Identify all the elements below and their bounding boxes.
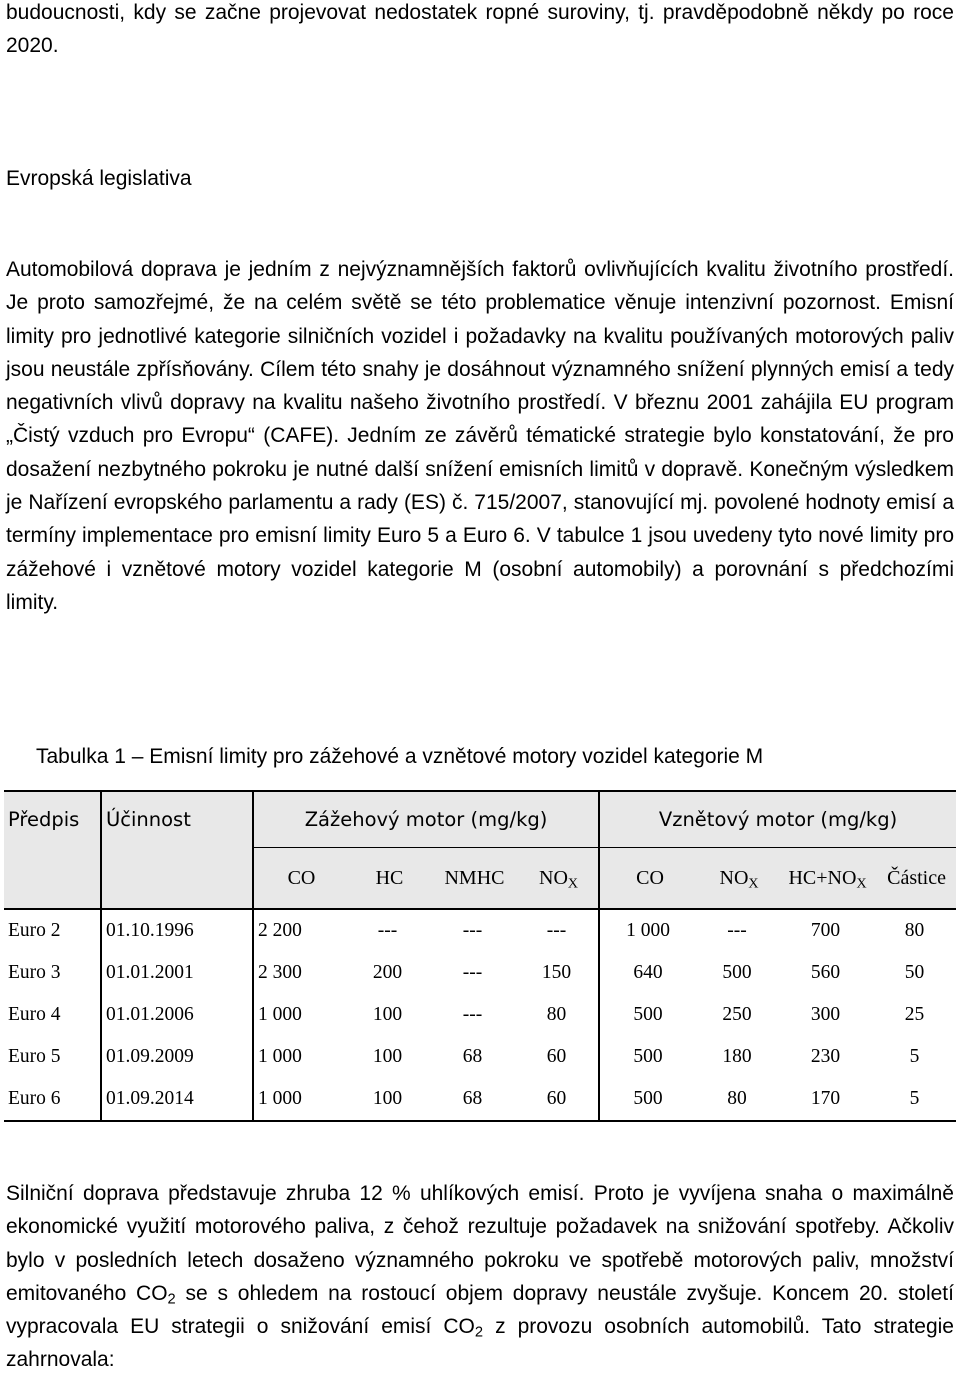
subheader-gasoline-nox: $NO_X$ xyxy=(515,848,599,910)
cell-diesel-nox: 80 xyxy=(696,1078,778,1121)
cell-predpis: Euro 2 xyxy=(4,909,101,952)
header-gasoline-engine: Zážehový motor (mg/kg) xyxy=(253,791,599,848)
cell-gasoline-co: 1 000 xyxy=(253,1078,345,1121)
cell-gasoline-nox: 60 xyxy=(515,1078,599,1121)
cell-gasoline-nmhc: --- xyxy=(462,962,483,983)
cell-ucinnost: 01.01.2001 xyxy=(101,952,253,994)
cell-predpis: Euro 4 xyxy=(8,1004,61,1025)
cell-diesel-particles: 50 xyxy=(904,962,925,983)
cell-gasoline-nox: 150 xyxy=(541,962,572,983)
cell-gasoline-hc: 100 xyxy=(345,1078,430,1121)
cell-diesel-hc-nox: 700 xyxy=(778,909,873,952)
table-row xyxy=(4,909,956,952)
subheader-blank xyxy=(4,848,101,910)
section-heading: Evropská legislativa xyxy=(6,167,192,190)
cell-gasoline-nmhc: 68 xyxy=(462,1046,483,1067)
header-diesel-engine: Vznětový motor (mg/kg) xyxy=(599,791,956,848)
cell-gasoline-nmhc: --- xyxy=(430,909,515,952)
cell-diesel-particles: 5 xyxy=(873,1078,956,1121)
cell-gasoline-nmhc: --- xyxy=(462,1004,483,1025)
cell-diesel-particles: 80 xyxy=(873,909,956,952)
header-ucinnost: Účinnost xyxy=(101,791,253,848)
cell-ucinnost: 01.09.2009 xyxy=(101,1036,253,1078)
cell-diesel-nox: 500 xyxy=(722,962,752,983)
cell-diesel-nox: 250 xyxy=(722,1004,752,1025)
emission-limits-table xyxy=(4,790,956,1122)
cell-gasoline-hc: 200 xyxy=(372,962,403,983)
table-row xyxy=(4,1036,956,1078)
cell-diesel-hc-nox: 560 xyxy=(810,962,841,983)
subheader-gasoline-nmhc: NMHC xyxy=(430,848,515,910)
cell-diesel-co: 500 xyxy=(599,1036,696,1078)
cell-diesel-particles: 5 xyxy=(909,1046,920,1067)
intro-paragraph: budoucnosti, kdy se začne projevovat nedostatek ropné suroviny, tj. pravděpodobně někdy po roce 2020. xyxy=(6,1,954,58)
cell-predpis: Euro 6 xyxy=(4,1078,101,1121)
cell-diesel-co: 500 xyxy=(599,994,696,1036)
cell-diesel-co: 500 xyxy=(599,1078,696,1121)
cell-gasoline-hc: 100 xyxy=(372,1004,403,1025)
table-caption: Tabulka 1 – Emisní limity pro zážehové a vznětové motory vozidel kategorie M xyxy=(36,745,764,768)
subheader-diesel-particles: Částice xyxy=(873,848,956,910)
cell-gasoline-nox: 60 xyxy=(546,1046,567,1067)
cell-diesel-nox: 180 xyxy=(722,1046,752,1067)
cell-diesel-nox: --- xyxy=(696,909,778,952)
cell-gasoline-co: 2 200 xyxy=(253,909,345,952)
subheader-diesel-nox: $NO_X$ xyxy=(696,848,778,910)
cell-gasoline-hc: --- xyxy=(345,909,430,952)
cell-predpis: Euro 3 xyxy=(8,962,61,983)
header-predpis: Předpis xyxy=(4,791,101,848)
cell-diesel-hc-nox: 170 xyxy=(778,1078,873,1121)
table-row xyxy=(4,1078,956,1121)
cell-predpis: Euro 5 xyxy=(8,1046,61,1067)
cell-ucinnost: 01.09.2014 xyxy=(101,1078,253,1121)
subheader-gasoline-co: CO xyxy=(253,848,345,910)
subheader-diesel-co: CO xyxy=(599,848,696,910)
cell-gasoline-co: 1 000 xyxy=(253,1036,345,1078)
cell-ucinnost: 01.01.2006 xyxy=(101,994,253,1036)
cell-diesel-co: 640 xyxy=(599,952,696,994)
table-row xyxy=(4,952,956,994)
cell-gasoline-nox: --- xyxy=(515,909,599,952)
cell-diesel-co: 1 000 xyxy=(599,909,696,952)
cell-diesel-hc-nox: 230 xyxy=(810,1046,841,1067)
table-row xyxy=(4,994,956,1036)
cell-gasoline-co: 1 000 xyxy=(253,994,345,1036)
cell-ucinnost: 01.10.1996 xyxy=(101,909,253,952)
cell-gasoline-nox: 80 xyxy=(546,1004,567,1025)
subheader-blank xyxy=(101,848,253,910)
subheader-diesel-hc-nox: $HC+NO_X$ xyxy=(778,848,873,910)
subheader-gasoline-hc: HC xyxy=(345,848,430,910)
cell-diesel-hc-nox: 300 xyxy=(810,1004,841,1025)
cell-gasoline-nmhc: 68 xyxy=(430,1078,515,1121)
cell-gasoline-hc: 100 xyxy=(372,1046,403,1067)
body-paragraph-1: Automobilová doprava je jedním z nejvýznamnějších faktorů ovlivňujících kvalitu životního prostředí. Je proto samozřejmé, že na celém světě se této problematice věnuje intenzivní pozornost. Emisní limity pro jednotlivé kategorie silničních vozidel i požadavky na kvalitu používaných motorových paliv jsou neustále zpřísňovány. Cílem této snahy je dosáhnout významného snížení plynných emisí a tedy negativních vlivů dopravy na kvalitu našeho životního prostředí. V březnu 2001 zahájila EU program „Čistý vzduch pro Evropu“ (CAFE). Jedním ze závěrů tématické strategie bylo konstatování, že pro dosažení nezbytného pokroku je nutné další snížení emisních limitů v dopravě. Konečným výsledkem je Nařízení evropského parlamentu a rady (ES) č. 715/2007, stanovující mj. povolené hodnoty emisí a termíny implementace pro emisní limity Euro 5 a Euro 6. V tabulce 1 jsou uvedeny tyto nové limity pro zážehové i vznětové motory vozidel kategorie M (osobní automobily) a porovnání s předchozími limity. xyxy=(6,258,954,614)
body-paragraph-2: Silniční doprava představuje zhruba 12 % uhlíkových emisí. Proto je vyvíjena snaha o maximálně ekonomické využití motorového paliva, z čehož rezultuje požadavek na snižování spotřeby. Ačkoliv bylo v posledních letech dosaženo významného pokroku ve spotřebě motorových paliv, množství emitovaného $CO_2$ se s ohledem na rostoucí objem dopravy neustále zvyšuje. Koncem 20. století vypracovala EU strategii o snižování emisí $CO_2$ z provozu osobních automobilů. Tato strategie zahrnovala: xyxy=(6,1182,954,1372)
cell-diesel-particles: 25 xyxy=(904,1004,925,1025)
cell-gasoline-co: 2 300 xyxy=(253,952,345,994)
